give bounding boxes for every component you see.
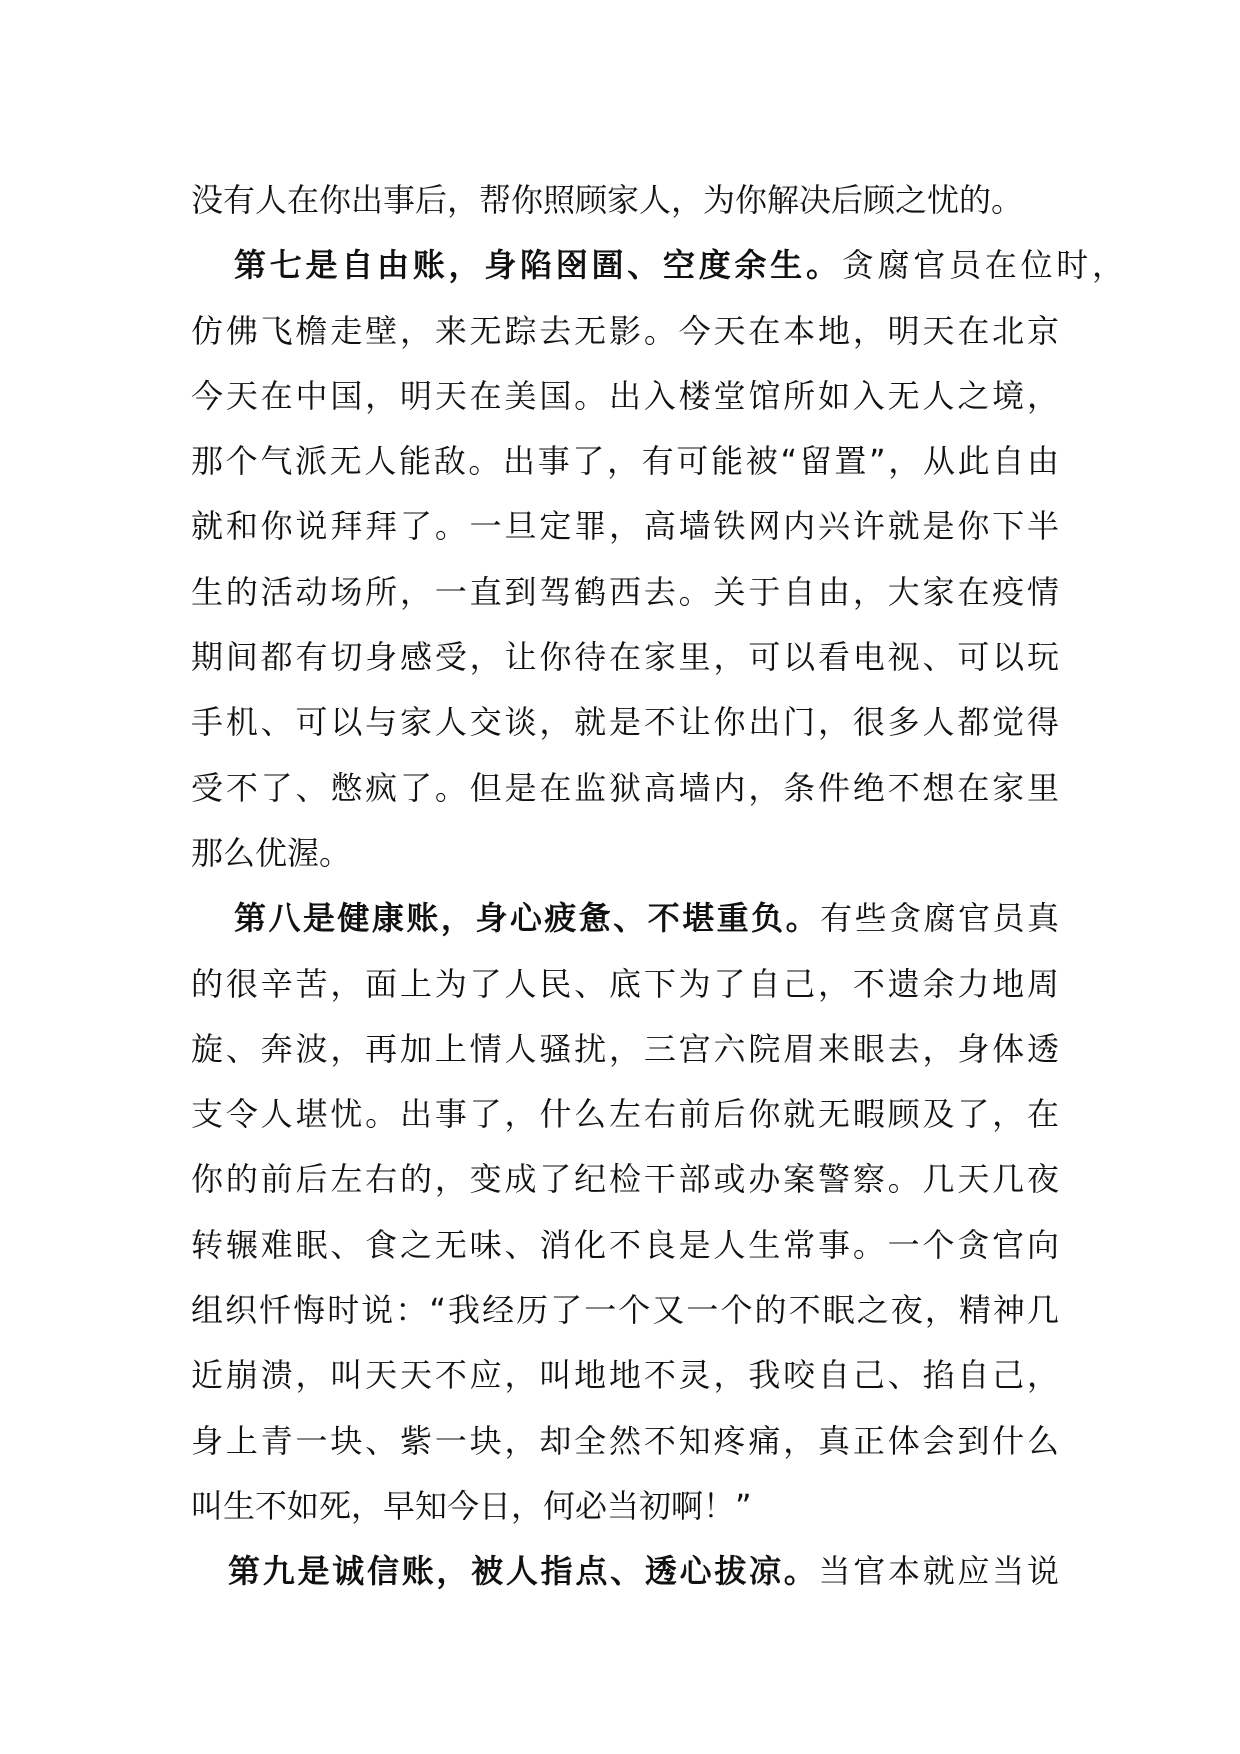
text-line <box>191 429 1059 494</box>
paragraph-start-line <box>191 886 1059 951</box>
text-line <box>191 952 1059 1017</box>
body-text: 有些贪腐官员真 <box>820 899 1059 938</box>
body-text: 组织忏悔时说：“我经历了一个又一个的不眠之夜，精神几 <box>191 1291 1059 1330</box>
text-line <box>191 690 1059 755</box>
text-line <box>191 625 1059 690</box>
body-text: 就和你说拜拜了。一旦定罪，高墙铁网内兴许就是你下半 <box>191 507 1059 546</box>
paragraph-start-line <box>191 1539 1059 1604</box>
body-text: 你的前后左右的，变成了纪检干部或办案警察。几天几夜 <box>191 1160 1059 1199</box>
body-text: 那么优渥。 <box>191 833 352 872</box>
paragraph-start-line <box>191 233 1124 298</box>
body-text: 叫生不如死，早知今日，何必当初啊！” <box>191 1486 752 1525</box>
body-text: 旋、奔波，再加上情人骚扰，三宫六院眉来眼去，身体透 <box>191 1029 1059 1068</box>
text-line <box>191 1409 1059 1474</box>
text-line <box>191 1474 1059 1539</box>
body-text: 身上青一块、紫一块，却全然不知疼痛，真正体会到什么 <box>191 1421 1059 1460</box>
text-line <box>191 1017 1059 1082</box>
body-text: 的很辛苦，面上为了人民、底下为了自己，不遗余力地周 <box>191 964 1059 1003</box>
text-line <box>191 1343 1059 1408</box>
body-text: 生的活动场所，一直到驾鹤西去。关于自由，大家在疫情 <box>191 572 1059 611</box>
body-text: 今天在中国，明天在美国。出入楼堂馆所如入无人之境， <box>191 376 1059 415</box>
body-text: 近崩溃，叫天天不应，叫地地不灵，我咬自己、掐自己， <box>191 1356 1059 1395</box>
text-line <box>191 494 1059 559</box>
body-text: 期间都有切身感受，让你待在家里，可以看电视、可以玩 <box>191 638 1059 677</box>
body-text: 那个气派无人能敌。出事了，有可能被“留置”，从此自由 <box>191 442 1059 481</box>
text-line <box>191 1278 1059 1343</box>
body-text: 手机、可以与家人交谈，就是不让你出门，很多人都觉得 <box>191 703 1059 742</box>
document-page <box>191 168 1124 1605</box>
text-line <box>191 560 1059 625</box>
body-text: 当官本就应当说 <box>818 1552 1059 1591</box>
bold-heading: 第八是健康账，身心疲惫、不堪重负。 <box>234 899 821 938</box>
body-text: 没有人在你出事后，帮你照顾家人，为你解决后顾之忧的。 <box>191 181 1024 219</box>
body-text: 仿佛飞檐走壁，来无踪去无影。今天在本地，明天在北京 <box>191 311 1059 350</box>
body-text: 支令人堪忧。出事了，什么左右前后你就无暇顾及了，在 <box>191 1095 1059 1134</box>
text-line <box>191 1147 1059 1212</box>
text-line <box>191 168 1059 233</box>
text-line <box>191 1213 1059 1278</box>
text-line <box>191 364 1059 429</box>
bold-heading: 第七是自由账，身陷囹圄、空度余生。 <box>234 246 842 285</box>
body-text: 贪腐官员在位时， <box>841 246 1124 285</box>
body-text: 受不了、憋疯了。但是在监狱高墙内，条件绝不想在家里 <box>191 768 1059 807</box>
body-text: 转辗难眠、食之无味、消化不良是人生常事。一个贪官向 <box>191 1225 1059 1264</box>
text-line <box>191 299 1059 364</box>
bold-heading: 第九是诚信账，被人指点、透心拔凉。 <box>228 1552 819 1591</box>
text-line <box>191 756 1059 821</box>
text-line <box>191 1082 1059 1147</box>
text-line <box>191 821 1059 886</box>
